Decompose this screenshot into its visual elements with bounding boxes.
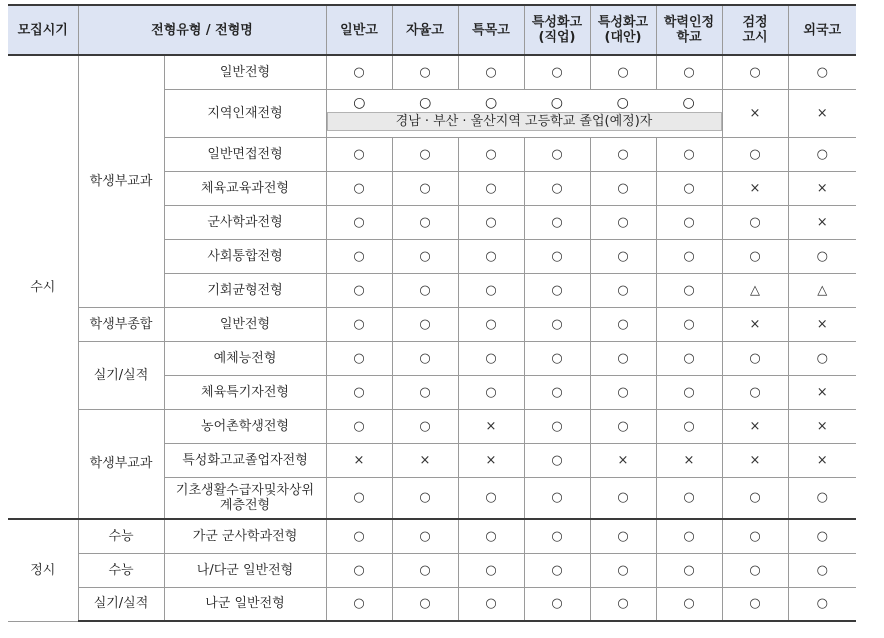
mark-cell: ○ [524, 137, 590, 171]
mark-cell: ○ [590, 553, 656, 587]
mark-cell: ○ [458, 137, 524, 171]
mark-cell: ○ [458, 273, 524, 307]
mark-cell: × [722, 307, 788, 341]
mark-cell: ○ [656, 307, 722, 341]
track-name: 특성화고교졸업자전형 [164, 443, 326, 477]
table-row [8, 587, 856, 621]
mark-cell: ○ [590, 137, 656, 171]
mark-cell: △ [722, 273, 788, 307]
track-name: 일반면접전형 [164, 137, 326, 171]
mark-cell: × [326, 443, 392, 477]
track-name: 기초생활수급자및차상위 계층전형 [164, 477, 326, 519]
mark-cell: × [722, 409, 788, 443]
mark-cell: ○ [590, 171, 656, 205]
mark-cell: ○ [524, 341, 590, 375]
mark-cell: × [788, 409, 856, 443]
header-col: 특성화고 (대안) [590, 5, 656, 55]
mark-cell: ○ [524, 307, 590, 341]
mark-cell: ○ [722, 137, 788, 171]
mark-cell: ○ [788, 553, 856, 587]
mark-cell: ○ [788, 137, 856, 171]
track-name: 체육교육과전형 [164, 171, 326, 205]
mark-cell: × [590, 443, 656, 477]
group-silgi: 실기/실적 [78, 341, 164, 409]
track-name: 일반전형 [164, 55, 326, 89]
mark-cell: ○ [392, 307, 458, 341]
header-col: 검정 고시 [722, 5, 788, 55]
mark-cell: ○ [458, 553, 524, 587]
mark-cell: ○ [458, 477, 524, 519]
mark-cell: ○ [788, 239, 856, 273]
mark-cell: ○ [550, 95, 563, 111]
admission-eligibility-table [8, 4, 856, 622]
track-name: 나군 일반전형 [164, 587, 326, 621]
mark-cell: ○ [656, 375, 722, 409]
header-row [8, 5, 856, 55]
mark-cell: ○ [524, 477, 590, 519]
mark-cell: ○ [458, 171, 524, 205]
mark-cell: × [656, 443, 722, 477]
mark-cell: ○ [656, 137, 722, 171]
mark-cell: ○ [392, 239, 458, 273]
mark-cell: ○ [326, 307, 392, 341]
mark-cell: × [788, 443, 856, 477]
mark-cell: ○ [524, 171, 590, 205]
track-name: 일반전형 [164, 307, 326, 341]
track-name: 군사학과전형 [164, 205, 326, 239]
mark-cell: ○ [590, 519, 656, 553]
mark-cell: × [788, 375, 856, 409]
mark-cell: ○ [722, 553, 788, 587]
mark-cell: ○ [326, 239, 392, 273]
mark-cell: ○ [656, 171, 722, 205]
mark-cell: ○ [524, 409, 590, 443]
track-name: 기회균형전형 [164, 273, 326, 307]
track-name: 가군 군사학과전형 [164, 519, 326, 553]
mark-cell: ○ [656, 273, 722, 307]
mark-cell: ○ [392, 375, 458, 409]
mark-cell: ○ [524, 587, 590, 621]
mark-cell: ○ [590, 477, 656, 519]
period-jeongsi: 정시 [8, 519, 78, 621]
table-row [8, 55, 856, 89]
mark-cell: × [458, 409, 524, 443]
mark-cell: ○ [722, 375, 788, 409]
mark-cell: ○ [392, 341, 458, 375]
mark-cell: ○ [656, 519, 722, 553]
mark-cell: ○ [326, 171, 392, 205]
mark-cell: ○ [656, 553, 722, 587]
mark-cell: × [788, 205, 856, 239]
mark-cell: ○ [326, 519, 392, 553]
regional-marks [327, 95, 722, 112]
mark-cell: ○ [458, 519, 524, 553]
table-row [8, 553, 856, 587]
mark-cell: ○ [656, 409, 722, 443]
track-name: 나/다군 일반전형 [164, 553, 326, 587]
track-name: 지역인재전형 [164, 89, 326, 137]
mark-cell: × [458, 443, 524, 477]
mark-cell: ○ [419, 95, 432, 111]
mark-cell: ○ [524, 239, 590, 273]
mark-cell: ○ [722, 205, 788, 239]
mark-cell: ○ [353, 95, 366, 111]
mark-cell: ○ [722, 341, 788, 375]
mark-cell: ○ [590, 587, 656, 621]
mark-cell: ○ [326, 477, 392, 519]
mark-cell: ○ [458, 307, 524, 341]
mark-cell: ○ [616, 95, 629, 111]
mark-cell: × [722, 89, 788, 137]
mark-cell: ○ [788, 587, 856, 621]
mark-cell: ○ [524, 205, 590, 239]
mark-cell: ○ [590, 375, 656, 409]
mark-cell: × [788, 171, 856, 205]
mark-cell: ○ [656, 205, 722, 239]
mark-cell: × [722, 443, 788, 477]
mark-cell: × [788, 89, 856, 137]
period-susi: 수시 [8, 55, 78, 519]
mark-cell: ○ [722, 519, 788, 553]
mark-cell: ○ [392, 137, 458, 171]
mark-cell: ○ [590, 307, 656, 341]
mark-cell: ○ [722, 239, 788, 273]
mark-cell: ○ [656, 587, 722, 621]
header-col: 특목고 [458, 5, 524, 55]
mark-cell: ○ [524, 519, 590, 553]
mark-cell: ○ [326, 587, 392, 621]
group-hakbu-gyogwa: 학생부교과 [78, 55, 164, 307]
mark-cell: ○ [682, 95, 695, 111]
mark-cell: ○ [590, 273, 656, 307]
mark-cell: ○ [484, 95, 498, 111]
mark-cell: ○ [458, 239, 524, 273]
mark-cell: ○ [656, 477, 722, 519]
mark-cell: ○ [326, 553, 392, 587]
mark-cell: ○ [722, 55, 788, 89]
group-hakbu-gyogwa-2: 학생부교과 [78, 409, 164, 519]
mark-cell: ○ [524, 443, 590, 477]
mark-cell: ○ [590, 341, 656, 375]
mark-cell: ○ [326, 137, 392, 171]
mark-cell: ○ [722, 587, 788, 621]
regional-note-cell [326, 89, 722, 137]
mark-cell: ○ [326, 273, 392, 307]
mark-cell: ○ [326, 205, 392, 239]
mark-cell: ○ [326, 375, 392, 409]
track-name: 사회통합전형 [164, 239, 326, 273]
mark-cell: ○ [656, 341, 722, 375]
mark-cell: ○ [788, 55, 856, 89]
table-row [8, 307, 856, 341]
regional-note: 경남 · 부산 · 울산지역 고등학교 졸업(예정)자 [327, 112, 722, 131]
mark-cell: △ [788, 273, 856, 307]
mark-cell: ○ [524, 553, 590, 587]
mark-cell: ○ [590, 239, 656, 273]
header-col: 특성화고 (직업) [524, 5, 590, 55]
mark-cell: ○ [524, 55, 590, 89]
mark-cell: ○ [392, 587, 458, 621]
mark-cell: ○ [326, 341, 392, 375]
group-hakbu-jonghap: 학생부종합 [78, 307, 164, 341]
mark-cell: ○ [392, 171, 458, 205]
table-row [8, 519, 856, 553]
group-suneung: 수능 [78, 553, 164, 587]
header-col: 외국고 [788, 5, 856, 55]
mark-cell: ○ [458, 375, 524, 409]
mark-cell: ○ [524, 273, 590, 307]
mark-cell: ○ [590, 409, 656, 443]
table-row [8, 409, 856, 443]
mark-cell: × [392, 443, 458, 477]
mark-cell: ○ [458, 587, 524, 621]
mark-cell: ○ [392, 553, 458, 587]
mark-cell: ○ [458, 341, 524, 375]
mark-cell: ○ [458, 205, 524, 239]
table-row [8, 341, 856, 375]
group-silgi-2: 실기/실적 [78, 587, 164, 621]
header-type: 전형유형 / 전형명 [78, 5, 326, 55]
mark-cell: ○ [590, 205, 656, 239]
mark-cell: ○ [392, 273, 458, 307]
mark-cell: ○ [788, 519, 856, 553]
group-suneung: 수능 [78, 519, 164, 553]
mark-cell: ○ [788, 341, 856, 375]
track-name: 농어촌학생전형 [164, 409, 326, 443]
mark-cell: ○ [392, 519, 458, 553]
mark-cell: ○ [656, 55, 722, 89]
mark-cell: ○ [326, 55, 392, 89]
mark-cell: × [788, 307, 856, 341]
mark-cell: ○ [392, 205, 458, 239]
mark-cell: ○ [392, 477, 458, 519]
mark-cell: ○ [524, 375, 590, 409]
mark-cell: × [722, 171, 788, 205]
header-col: 일반고 [326, 5, 392, 55]
header-col: 학력인정 학교 [656, 5, 722, 55]
mark-cell: ○ [392, 409, 458, 443]
header-period: 모집시기 [8, 5, 78, 55]
mark-cell: ○ [326, 409, 392, 443]
mark-cell: ○ [590, 55, 656, 89]
header-col: 자율고 [392, 5, 458, 55]
track-name: 체육특기자전형 [164, 375, 326, 409]
mark-cell: ○ [788, 477, 856, 519]
mark-cell: ○ [722, 477, 788, 519]
track-name: 예체능전형 [164, 341, 326, 375]
mark-cell: ○ [656, 239, 722, 273]
mark-cell: ○ [458, 55, 524, 89]
mark-cell: ○ [392, 55, 458, 89]
